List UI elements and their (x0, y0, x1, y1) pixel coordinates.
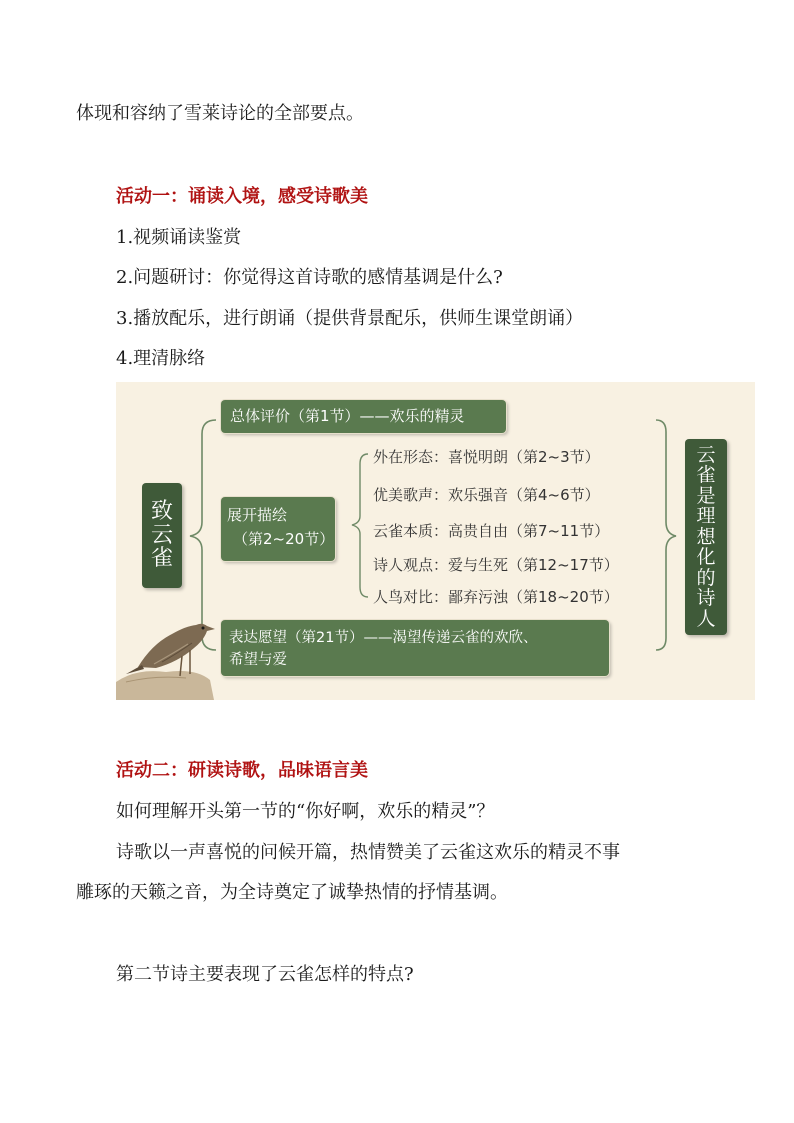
conclusion-char: 想 (696, 525, 716, 548)
conclusion-char: 的 (696, 566, 716, 589)
right-brace (656, 420, 676, 650)
sub-item: 人鸟对比：鄙弃污浊（第18~20节） (373, 588, 619, 606)
wish-line-1: 表达愿望（第21节）——渴望传递云雀的欢欣、 (229, 630, 538, 646)
rock (116, 671, 214, 700)
title-box (142, 483, 182, 588)
title-char: 雀 (150, 546, 173, 572)
answer-1-line-1: 诗歌以一声喜悦的问候开篇，热情赞美了云雀这欢乐的精灵不事 (116, 842, 620, 863)
conclusion-char: 化 (696, 546, 716, 569)
activity1-heading: 活动一：诵读入境，感受诗歌美 (116, 186, 368, 207)
sub-brace (352, 454, 368, 597)
activity1-item-3: 3.播放配乐，进行朗诵（提供背景配乐，供师生课堂朗诵） (116, 308, 584, 329)
sub-item: 外在形态：喜悦明朗（第2~3节） (373, 448, 600, 466)
activity1-item-4: 4.理清脉络 (116, 348, 206, 369)
main-brace (190, 420, 216, 650)
lark-bird (126, 624, 215, 676)
conclusion-char: 雀 (696, 464, 716, 487)
description-line-2: （第2~20节） (233, 530, 335, 548)
answer-1-line-2: 雕琢的天籁之音，为全诗奠定了诚挚热情的抒情基调。 (76, 882, 508, 903)
overall-evaluation-box: 总体评价（第1节）——欢乐的精灵 (221, 400, 506, 433)
description-box (221, 497, 335, 561)
sub-item: 优美歌声：欢乐强音（第4~6节） (373, 486, 600, 504)
activity1-item-1: 1.视频诵读鉴赏 (116, 227, 242, 248)
question-2: 第二节诗主要表现了云雀怎样的特点? (116, 964, 414, 985)
description-line-1: 展开描绘 (227, 506, 288, 524)
title-char: 致 (150, 498, 173, 524)
title-char: 云 (150, 522, 173, 548)
conclusion-char: 是 (696, 484, 716, 507)
conclusion-box (685, 439, 727, 635)
conclusion-char: 诗 (696, 587, 716, 610)
sub-item: 云雀本质：高贵自由（第7~11节） (373, 522, 610, 540)
conclusion-char: 理 (696, 505, 716, 528)
wish-line-2: 希望与爱 (229, 652, 287, 668)
structure-diagram (116, 382, 755, 700)
conclusion-char: 云 (696, 443, 716, 466)
intro-line: 体现和容纳了雪莱诗论的全部要点。 (76, 103, 364, 124)
activity1-item-2: 2.问题研讨：你觉得这首诗歌的感情基调是什么? (116, 267, 503, 288)
conclusion-char: 人 (696, 607, 716, 630)
activity2-heading: 活动二：研读诗歌，品味语言美 (116, 760, 368, 781)
question-1: 如何理解开头第一节的“你好啊，欢乐的精灵”？ (116, 801, 495, 822)
sub-item: 诗人观点：爱与生死（第12~17节） (373, 556, 619, 574)
wish-box (221, 620, 609, 676)
